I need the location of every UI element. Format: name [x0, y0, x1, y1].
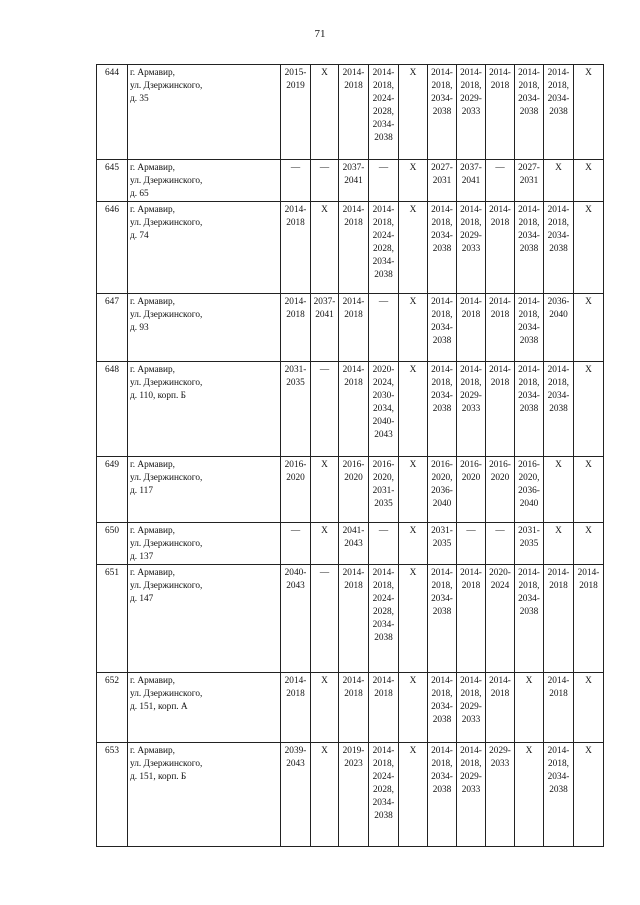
- period-cell: 2015- 2019: [281, 65, 311, 160]
- row-number-cell: 653: [97, 743, 128, 847]
- period-cell: 2014- 2018: [486, 65, 515, 160]
- period-cell: X: [544, 523, 574, 565]
- period-cell: 2014- 2018, 2034- 2038: [428, 743, 457, 847]
- row-number-cell: 647: [97, 294, 128, 362]
- address-cell: г. Армавир, ул. Дзержинского, д. 74: [128, 202, 281, 294]
- period-cell: 2014- 2018: [281, 294, 311, 362]
- period-cell: X: [574, 743, 604, 847]
- period-cell: 2014- 2018, 2034- 2038: [428, 362, 457, 457]
- period-cell: 2014- 2018: [339, 362, 369, 457]
- period-cell: X: [311, 673, 339, 743]
- period-cell: X: [399, 673, 428, 743]
- table-row: [97, 457, 604, 523]
- period-cell: 2031- 2035: [428, 523, 457, 565]
- period-cell: X: [399, 362, 428, 457]
- period-cell: —: [281, 160, 311, 202]
- period-cell: 2014- 2018, 2034- 2038: [544, 202, 574, 294]
- table-row: [97, 743, 604, 847]
- period-cell: —: [486, 523, 515, 565]
- period-cell: 2040- 2043: [281, 565, 311, 673]
- period-cell: X: [574, 362, 604, 457]
- period-cell: 2037- 2041: [457, 160, 486, 202]
- period-cell: 2014- 2018, 2024- 2028, 2034- 2038: [369, 202, 399, 294]
- period-cell: 2039- 2043: [281, 743, 311, 847]
- address-cell: г. Армавир, ул. Дзержинского, д. 117: [128, 457, 281, 523]
- period-cell: 2014- 2018: [457, 294, 486, 362]
- period-cell: —: [311, 362, 339, 457]
- period-cell: X: [574, 673, 604, 743]
- period-cell: X: [574, 160, 604, 202]
- period-cell: 2016- 2020: [281, 457, 311, 523]
- period-cell: X: [311, 457, 339, 523]
- period-cell: —: [369, 294, 399, 362]
- period-cell: 2014- 2018, 2034- 2038: [428, 294, 457, 362]
- period-cell: X: [515, 673, 544, 743]
- period-cell: X: [311, 743, 339, 847]
- row-number-cell: 651: [97, 565, 128, 673]
- period-cell: 2014- 2018, 2034- 2038: [515, 65, 544, 160]
- period-cell: 2020- 2024, 2030- 2034, 2040- 2043: [369, 362, 399, 457]
- table-row: [97, 523, 604, 565]
- table-row: [97, 362, 604, 457]
- period-cell: 2037- 2041: [339, 160, 369, 202]
- period-cell: —: [281, 523, 311, 565]
- period-cell: 2031- 2035: [515, 523, 544, 565]
- period-cell: 2014- 2018: [457, 565, 486, 673]
- period-cell: 2014- 2018, 2034- 2038: [428, 65, 457, 160]
- address-cell: г. Армавир, ул. Дзержинского, д. 151, корп. Б: [128, 743, 281, 847]
- row-number-cell: 650: [97, 523, 128, 565]
- table-row: [97, 565, 604, 673]
- period-cell: 2014- 2018: [486, 673, 515, 743]
- period-cell: 2036- 2040: [544, 294, 574, 362]
- period-cell: 2014- 2018, 2029- 2033: [457, 65, 486, 160]
- address-cell: г. Армавир, ул. Дзержинского, д. 137: [128, 523, 281, 565]
- period-cell: —: [311, 160, 339, 202]
- row-number-cell: 648: [97, 362, 128, 457]
- period-cell: X: [311, 202, 339, 294]
- period-cell: 2014- 2018: [544, 565, 574, 673]
- period-cell: 2014- 2018: [544, 673, 574, 743]
- period-cell: 2014- 2018, 2034- 2038: [515, 362, 544, 457]
- address-cell: г. Армавир, ул. Дзержинского, д. 35: [128, 65, 281, 160]
- table-body: [97, 65, 604, 847]
- period-cell: 2014- 2018, 2034- 2038: [428, 565, 457, 673]
- period-cell: 2014- 2018: [281, 673, 311, 743]
- period-cell: 2016- 2020: [457, 457, 486, 523]
- address-cell: г. Армавир, ул. Дзержинского, д. 110, корп. Б: [128, 362, 281, 457]
- period-cell: 2014- 2018, 2034- 2038: [544, 362, 574, 457]
- period-cell: 2014- 2018: [281, 202, 311, 294]
- period-cell: X: [515, 743, 544, 847]
- period-cell: 2014- 2018: [339, 202, 369, 294]
- period-cell: 2016- 2020, 2036- 2040: [515, 457, 544, 523]
- table-row: [97, 65, 604, 160]
- period-cell: X: [399, 160, 428, 202]
- period-cell: X: [399, 523, 428, 565]
- period-cell: 2014- 2018, 2029- 2033: [457, 673, 486, 743]
- period-cell: 2016- 2020: [486, 457, 515, 523]
- period-cell: 2014- 2018: [574, 565, 604, 673]
- period-cell: 2014- 2018: [339, 565, 369, 673]
- period-cell: 2014- 2018, 2029- 2033: [457, 743, 486, 847]
- table-row: [97, 160, 604, 202]
- period-cell: —: [486, 160, 515, 202]
- period-cell: 2014- 2018, 2034- 2038: [428, 202, 457, 294]
- period-cell: 2027- 2031: [515, 160, 544, 202]
- period-cell: 2014- 2018: [369, 673, 399, 743]
- period-cell: 2014- 2018, 2024- 2028, 2034- 2038: [369, 565, 399, 673]
- period-cell: 2041- 2043: [339, 523, 369, 565]
- row-number-cell: 646: [97, 202, 128, 294]
- period-cell: 2014- 2018: [486, 362, 515, 457]
- period-cell: 2016- 2020, 2036- 2040: [428, 457, 457, 523]
- period-cell: X: [399, 457, 428, 523]
- period-cell: 2014- 2018, 2034- 2038: [515, 565, 544, 673]
- period-cell: 2037- 2041: [311, 294, 339, 362]
- period-cell: 2014- 2018: [486, 202, 515, 294]
- period-cell: X: [544, 160, 574, 202]
- address-cell: г. Армавир, ул. Дзержинского, д. 93: [128, 294, 281, 362]
- address-cell: г. Армавир, ул. Дзержинского, д. 147: [128, 565, 281, 673]
- address-cell: г. Армавир, ул. Дзержинского, д. 65: [128, 160, 281, 202]
- period-cell: X: [574, 65, 604, 160]
- period-cell: X: [544, 457, 574, 523]
- row-number-cell: 652: [97, 673, 128, 743]
- period-cell: —: [457, 523, 486, 565]
- table-row: [97, 294, 604, 362]
- period-cell: X: [574, 202, 604, 294]
- period-cell: X: [311, 65, 339, 160]
- period-cell: 2031- 2035: [281, 362, 311, 457]
- period-cell: X: [399, 202, 428, 294]
- period-cell: 2019- 2023: [339, 743, 369, 847]
- period-cell: 2014- 2018: [339, 294, 369, 362]
- row-number-cell: 645: [97, 160, 128, 202]
- period-cell: X: [399, 565, 428, 673]
- period-cell: 2014- 2018, 2029- 2033: [457, 202, 486, 294]
- row-number-cell: 649: [97, 457, 128, 523]
- period-cell: 2014- 2018, 2024- 2028, 2034- 2038: [369, 65, 399, 160]
- period-cell: 2014- 2018, 2024- 2028, 2034- 2038: [369, 743, 399, 847]
- period-cell: 2014- 2018: [339, 673, 369, 743]
- schedule-table: [96, 64, 604, 847]
- period-cell: 2029- 2033: [486, 743, 515, 847]
- period-cell: X: [399, 743, 428, 847]
- period-cell: 2014- 2018, 2029- 2033: [457, 362, 486, 457]
- table-row: [97, 202, 604, 294]
- period-cell: 2014- 2018: [486, 294, 515, 362]
- period-cell: X: [311, 523, 339, 565]
- period-cell: 2020- 2024: [486, 565, 515, 673]
- period-cell: X: [399, 294, 428, 362]
- period-cell: 2016- 2020, 2031- 2035: [369, 457, 399, 523]
- period-cell: 2014- 2018, 2034- 2038: [544, 65, 574, 160]
- period-cell: 2027- 2031: [428, 160, 457, 202]
- period-cell: 2014- 2018, 2034- 2038: [515, 294, 544, 362]
- period-cell: 2016- 2020: [339, 457, 369, 523]
- period-cell: 2014- 2018, 2034- 2038: [544, 743, 574, 847]
- period-cell: —: [369, 523, 399, 565]
- row-number-cell: 644: [97, 65, 128, 160]
- address-cell: г. Армавир, ул. Дзержинского, д. 151, корп. А: [128, 673, 281, 743]
- page-number: 71: [314, 28, 326, 40]
- period-cell: 2014- 2018, 2034- 2038: [428, 673, 457, 743]
- period-cell: X: [399, 65, 428, 160]
- period-cell: 2014- 2018: [339, 65, 369, 160]
- period-cell: —: [311, 565, 339, 673]
- period-cell: X: [574, 457, 604, 523]
- period-cell: 2014- 2018, 2034- 2038: [515, 202, 544, 294]
- table-row: [97, 673, 604, 743]
- period-cell: X: [574, 294, 604, 362]
- period-cell: X: [574, 523, 604, 565]
- period-cell: —: [369, 160, 399, 202]
